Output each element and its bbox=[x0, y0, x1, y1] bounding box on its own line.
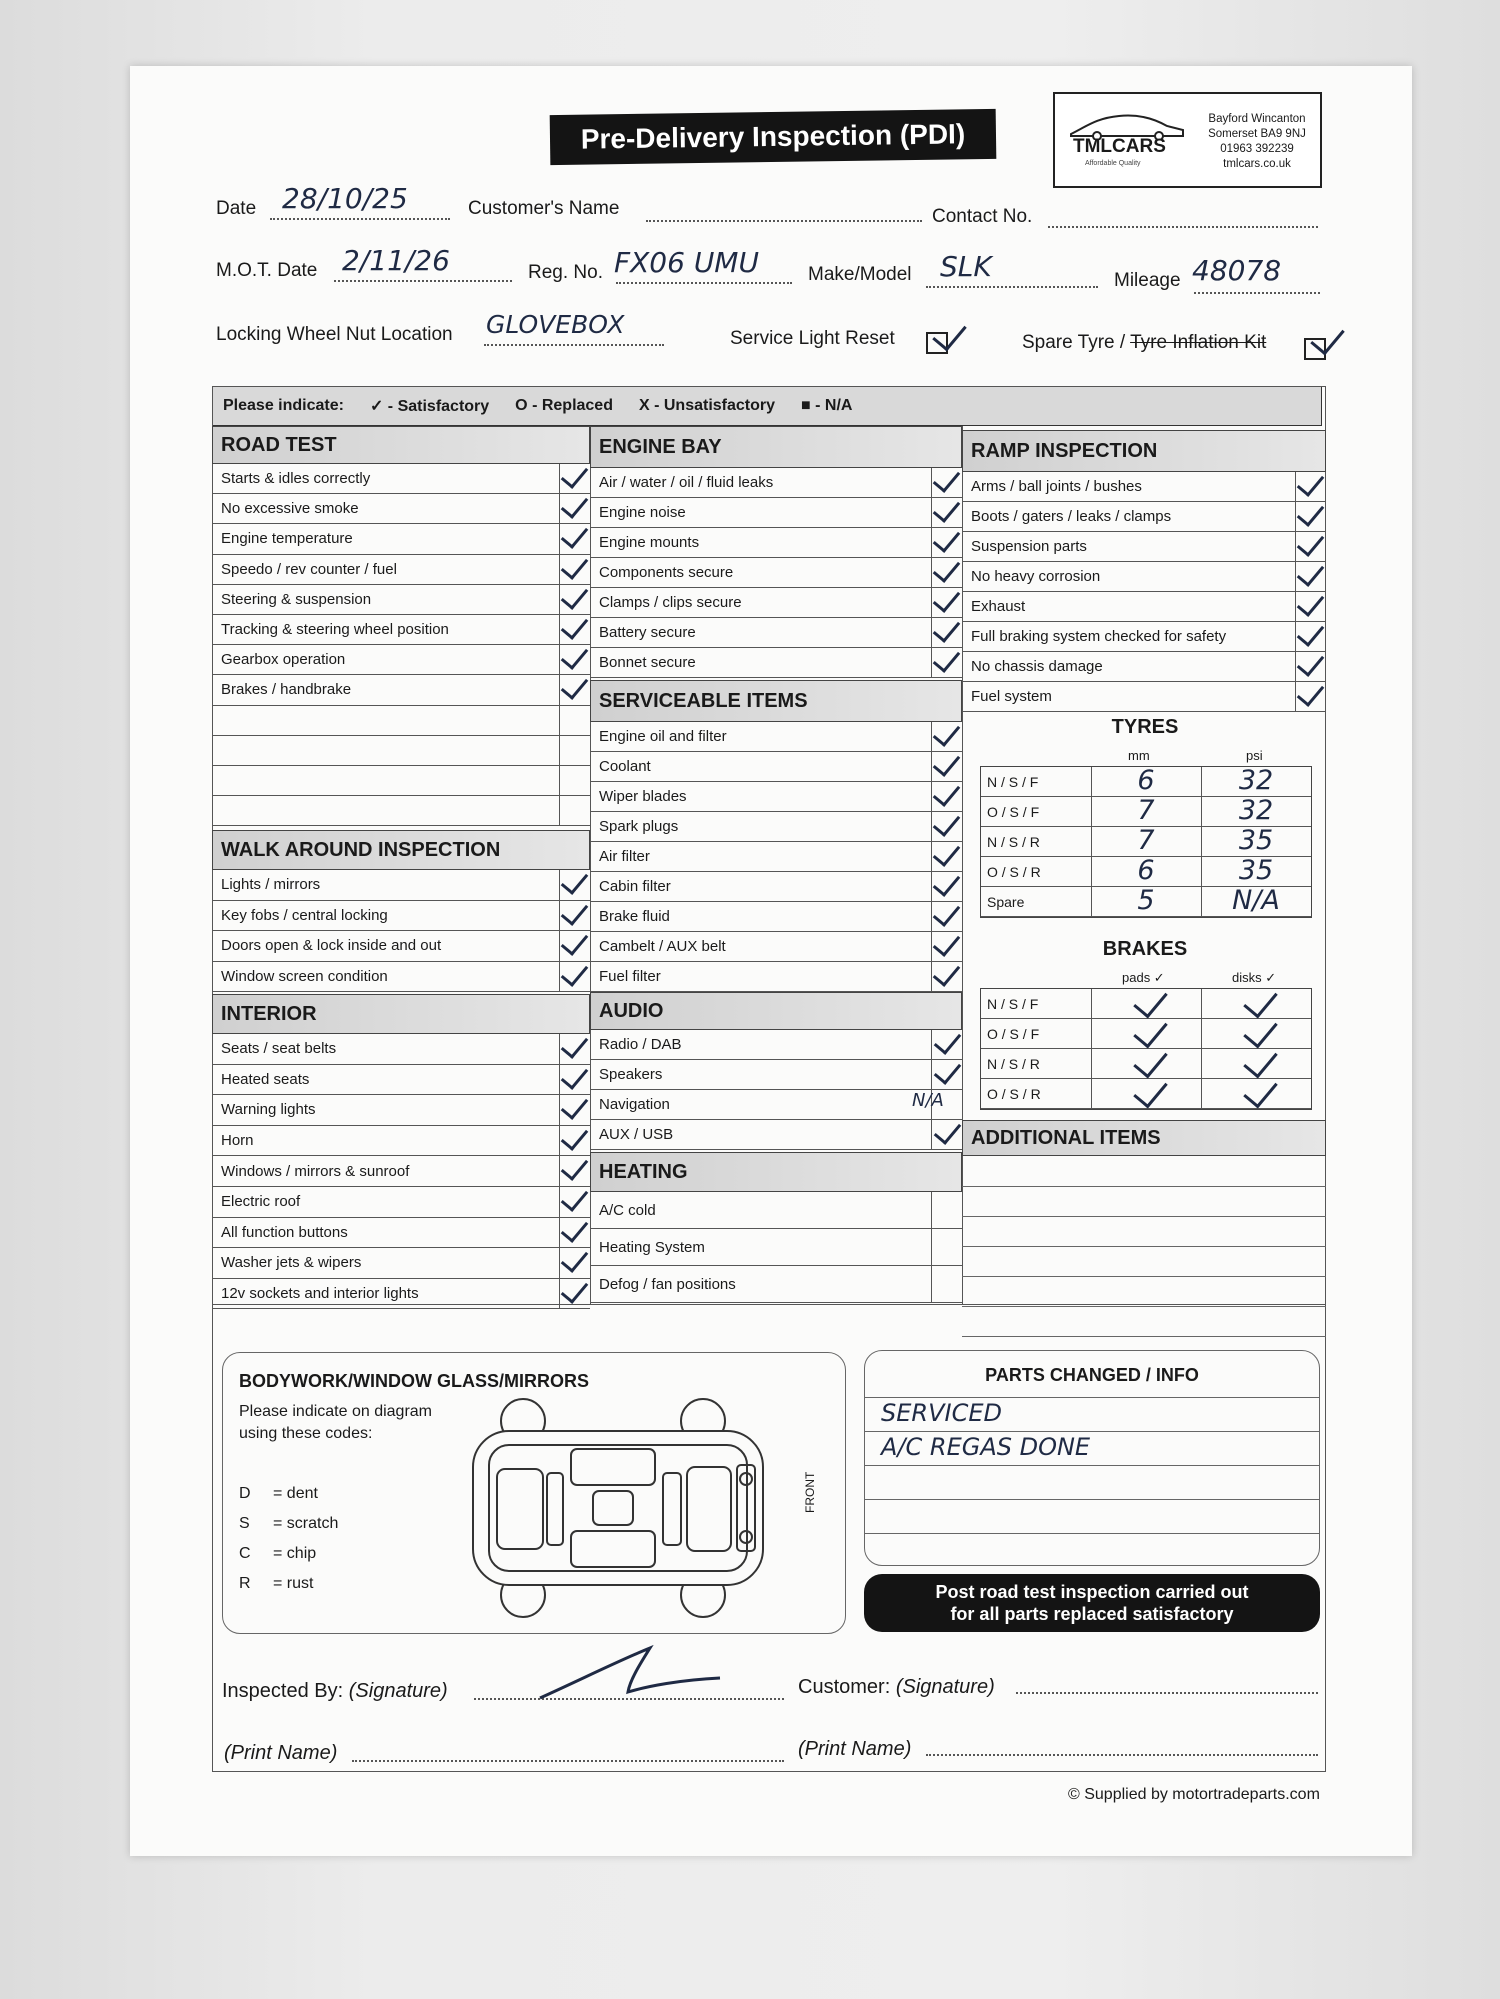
tyre-mm-value: 6 bbox=[1137, 765, 1155, 796]
road_test-row[interactable] bbox=[212, 524, 590, 554]
tyre-mm-value: 7 bbox=[1137, 825, 1155, 856]
ramp-header: RAMP INSPECTION bbox=[962, 430, 1326, 472]
road_test-empty-row[interactable] bbox=[212, 706, 590, 736]
serviceable-item-label: Cambelt / AUX belt bbox=[599, 938, 726, 955]
serviceable-row[interactable] bbox=[590, 812, 962, 842]
engine_bay-item-label: Components secure bbox=[599, 564, 734, 581]
engine_bay-item-label: Clamps / clips secure bbox=[599, 594, 742, 611]
bodywork-instruction-2: using these codes: bbox=[239, 1425, 373, 1442]
additional-item-line[interactable] bbox=[962, 1186, 1326, 1187]
mot-date-field[interactable] bbox=[334, 280, 512, 282]
damage-code-letter: C bbox=[239, 1545, 251, 1562]
tyre-row[interactable] bbox=[981, 767, 1311, 797]
engine_bay-row[interactable] bbox=[590, 618, 962, 648]
heating-row[interactable] bbox=[590, 1266, 962, 1303]
grid-bottom-line bbox=[212, 1304, 1326, 1305]
tyre-row[interactable] bbox=[981, 857, 1311, 887]
tyre-mm-value: 6 bbox=[1137, 855, 1155, 886]
brakes-disks-header: disks ✓ bbox=[1232, 970, 1277, 985]
tyre-psi-value: 35 bbox=[1238, 855, 1274, 886]
heating-row[interactable] bbox=[590, 1229, 962, 1266]
ramp-item-label: Fuel system bbox=[971, 688, 1052, 705]
additional-item-line[interactable] bbox=[962, 1216, 1326, 1217]
engine_bay-item-label: Bonnet secure bbox=[599, 654, 696, 671]
tyre-psi-value: N/A bbox=[1232, 885, 1280, 916]
ramp-item-label: Arms / ball joints / bushes bbox=[971, 478, 1142, 495]
engine_bay-row[interactable] bbox=[590, 648, 962, 678]
tyre-psi-value: 32 bbox=[1238, 765, 1274, 796]
serviceable-row[interactable] bbox=[590, 722, 962, 752]
damage-code-row bbox=[239, 1485, 318, 1503]
serviceable-row[interactable] bbox=[590, 902, 962, 932]
heating-check-cell[interactable] bbox=[931, 1266, 962, 1302]
walk_around-row[interactable] bbox=[212, 870, 590, 901]
ramp-item-label: Boots / gaters / leaks / clamps bbox=[971, 508, 1172, 525]
company-address: Bayford Wincanton Somerset BA9 9NJ 01963 392239 tmlcars.co.uk bbox=[1208, 113, 1306, 170]
tyre-mm-value: 5 bbox=[1137, 885, 1155, 916]
serviceable-item-label: Wiper blades bbox=[599, 788, 687, 805]
navigation-na-mark: N/A bbox=[912, 1090, 944, 1111]
road_test-item-label: Steering & suspension bbox=[221, 590, 372, 608]
serviceable-row[interactable] bbox=[590, 752, 962, 782]
tyre-inflation-kit-label: Tyre Inflation Kit bbox=[1130, 332, 1267, 353]
ramp-row[interactable] bbox=[962, 622, 1326, 652]
tyre-position: Spare bbox=[987, 893, 1025, 910]
tyre-position: N / S / R bbox=[987, 833, 1040, 850]
company-logo bbox=[1053, 92, 1322, 188]
date-field[interactable] bbox=[270, 218, 450, 220]
spare-tyre-label: Spare Tyre / Tyre Inflation Kit bbox=[1022, 332, 1267, 353]
damage-code-meaning: = chip bbox=[273, 1545, 317, 1562]
engine_bay-row[interactable] bbox=[590, 528, 962, 558]
audio-item-label: AUX / USB bbox=[599, 1126, 674, 1143]
brake-position: N / S / F bbox=[987, 995, 1039, 1012]
heating-item-label: Defog / fan positions bbox=[599, 1275, 736, 1293]
bodywork-title: BODYWORK/WINDOW GLASS/MIRRORS bbox=[239, 1371, 589, 1391]
service-light-label: Service Light Reset bbox=[730, 328, 895, 349]
mot-date-label: M.O.T. Date bbox=[216, 260, 318, 281]
car-silhouette-icon bbox=[1067, 104, 1187, 140]
tyre-position: O / S / F bbox=[987, 803, 1040, 820]
legend-bar: Please indicate: ✓ - Satisfactory O - Replaced X - Unsatisfactory ■ - N/A bbox=[212, 386, 1322, 426]
road_test-empty-row[interactable] bbox=[212, 796, 590, 826]
serviceable-row[interactable] bbox=[590, 872, 962, 902]
tick-icon bbox=[1133, 983, 1167, 1019]
road_test-check-cell[interactable] bbox=[559, 766, 590, 795]
road_test-row[interactable] bbox=[212, 464, 590, 494]
ramp-item-label: Exhaust bbox=[971, 598, 1026, 615]
road_test-empty-row[interactable] bbox=[212, 766, 590, 796]
inspector-signature bbox=[530, 1640, 750, 1710]
road_test-header: ROAD TEST bbox=[212, 426, 590, 464]
damage-code-row bbox=[239, 1515, 338, 1533]
additional-item-line[interactable] bbox=[962, 1336, 1326, 1337]
customer-signature-field[interactable] bbox=[1016, 1692, 1318, 1694]
interior-row[interactable] bbox=[212, 1126, 590, 1157]
damage-code-letter: S bbox=[239, 1515, 250, 1532]
supplied-by-footer: © Supplied by motortradeparts.com bbox=[1068, 1786, 1320, 1803]
audio-item-label: Radio / DAB bbox=[599, 1036, 682, 1053]
heating-header: HEATING bbox=[590, 1152, 962, 1192]
serviceable-item-label: Brake fluid bbox=[599, 908, 670, 925]
logo-brand: TMLCARS bbox=[1073, 136, 1166, 157]
road_test-item-label: Tracking & steering wheel position bbox=[221, 621, 449, 639]
additional-item-line[interactable] bbox=[962, 1306, 1326, 1307]
brakes-pads-header: pads ✓ bbox=[1122, 970, 1165, 985]
bodywork-panel bbox=[222, 1352, 846, 1634]
heating-item-label: A/C cold bbox=[599, 1201, 656, 1219]
road_test-empty-row[interactable] bbox=[212, 736, 590, 766]
interior-row[interactable] bbox=[212, 1187, 590, 1218]
audio-row[interactable] bbox=[590, 1120, 962, 1150]
brakes-table bbox=[980, 988, 1312, 1110]
brake-position: N / S / R bbox=[987, 1055, 1040, 1072]
serviceable-item-label: Spark plugs bbox=[599, 818, 679, 835]
road_test-item-label: Starts & idles correctly bbox=[221, 470, 371, 488]
logo-tagline: Affordable Quality bbox=[1085, 160, 1141, 167]
damage-code-meaning: = rust bbox=[273, 1575, 314, 1592]
walk_around-item-label: Doors open & lock inside and out bbox=[221, 937, 442, 955]
damage-code-meaning: = dent bbox=[273, 1485, 318, 1502]
engine_bay-item-label: Engine mounts bbox=[599, 534, 700, 551]
serviceable-row[interactable] bbox=[590, 782, 962, 812]
walk_around-row[interactable] bbox=[212, 901, 590, 932]
interior-row[interactable] bbox=[212, 1095, 590, 1126]
walk_around-item-label: Key fobs / central locking bbox=[221, 906, 388, 924]
brakes-title: BRAKES bbox=[1102, 938, 1188, 960]
tick-icon bbox=[1243, 983, 1277, 1019]
brake-position: O / S / F bbox=[987, 1025, 1040, 1042]
heating-item-label: Heating System bbox=[599, 1238, 705, 1256]
serviceable-header: SERVICEABLE ITEMS bbox=[590, 680, 962, 722]
customer-signature-label: Customer: (Signature) bbox=[798, 1676, 995, 1698]
ramp-row[interactable] bbox=[962, 502, 1326, 532]
serviceable-item-label: Coolant bbox=[599, 758, 651, 775]
walk_around-header: WALK AROUND INSPECTION bbox=[212, 830, 590, 870]
interior-header: INTERIOR bbox=[212, 994, 590, 1034]
engine_bay-item-label: Air / water / oil / fluid leaks bbox=[599, 474, 774, 491]
ramp-item-label: Suspension parts bbox=[971, 538, 1087, 555]
date-label: Date bbox=[216, 198, 257, 219]
serviceable-item-label: Air filter bbox=[599, 848, 650, 865]
audio-row[interactable] bbox=[590, 1030, 962, 1060]
reg-no-field[interactable] bbox=[616, 282, 792, 284]
mileage-value: 48078 bbox=[1192, 254, 1282, 287]
heating-check-cell[interactable] bbox=[931, 1192, 962, 1228]
reg-no-value: FX06 UMU bbox=[614, 246, 759, 279]
tyre-row[interactable] bbox=[981, 797, 1311, 827]
additional-items-header: ADDITIONAL ITEMS bbox=[962, 1120, 1326, 1156]
tyres-table bbox=[980, 766, 1312, 918]
engine_bay-item-label: Engine noise bbox=[599, 504, 686, 521]
damage-code-row bbox=[239, 1575, 313, 1593]
road_test-check-cell[interactable] bbox=[559, 736, 590, 765]
page-title: Pre-Delivery Inspection (PDI) bbox=[550, 109, 997, 165]
interior-row[interactable] bbox=[212, 1034, 590, 1065]
audio-row[interactable] bbox=[590, 1090, 962, 1120]
audio-header: AUDIO bbox=[590, 992, 962, 1030]
tyre-position: O / S / R bbox=[987, 863, 1041, 880]
customer-name-label: Customer's Name bbox=[468, 198, 620, 219]
interior-row[interactable] bbox=[212, 1156, 590, 1187]
interior-item-label: Washer jets & wipers bbox=[221, 1254, 362, 1272]
reg-no-label: Reg. No. bbox=[528, 262, 603, 283]
road_test-row[interactable] bbox=[212, 555, 590, 585]
serviceable-item-label: Cabin filter bbox=[599, 878, 671, 895]
inspector-print-name-field[interactable] bbox=[352, 1760, 784, 1762]
front-label: FRONT bbox=[803, 1471, 817, 1513]
engine_bay-row[interactable] bbox=[590, 468, 962, 498]
ramp-row[interactable] bbox=[962, 592, 1326, 622]
make-model-label: Make/Model bbox=[808, 264, 912, 285]
interior-item-label: Heated seats bbox=[221, 1070, 310, 1088]
engine_bay-header: ENGINE BAY bbox=[590, 426, 962, 468]
tyre-psi-value: 32 bbox=[1238, 795, 1274, 826]
inspected-by-label: Inspected By: (Signature) bbox=[222, 1680, 448, 1702]
locking-wheel-nut-value: GLOVEBOX bbox=[486, 310, 625, 339]
serviceable-item-label: Engine oil and filter bbox=[599, 728, 727, 745]
walk_around-item-label: Lights / mirrors bbox=[221, 876, 321, 894]
bodywork-instruction-1: Please indicate on diagram bbox=[239, 1403, 433, 1420]
interior-item-label: Warning lights bbox=[221, 1101, 316, 1119]
walk_around-item-label: Window screen condition bbox=[221, 967, 388, 985]
brake-row[interactable] bbox=[981, 1079, 1311, 1109]
interior-item-label: Horn bbox=[221, 1132, 254, 1150]
additional-item-line[interactable] bbox=[962, 1276, 1326, 1277]
parts-line-2: A/C REGAS DONE bbox=[881, 1433, 1091, 1461]
parts-changed-title: PARTS CHANGED / INFO bbox=[985, 1365, 1199, 1385]
tyre-position: N / S / F bbox=[987, 773, 1039, 790]
damage-code-letter: D bbox=[239, 1485, 251, 1502]
road_test-row[interactable] bbox=[212, 645, 590, 675]
heating-row[interactable] bbox=[590, 1192, 962, 1229]
road_test-row[interactable] bbox=[212, 494, 590, 524]
road_test-item-label: Brakes / handbrake bbox=[221, 681, 352, 699]
date-value: 28/10/25 bbox=[282, 182, 408, 215]
ramp-item-label: Full braking system checked for safety bbox=[971, 628, 1227, 645]
ramp-row[interactable] bbox=[962, 562, 1326, 592]
ramp-item-label: No chassis damage bbox=[971, 658, 1103, 675]
road_test-check-cell[interactable] bbox=[559, 796, 590, 825]
heating-check-cell[interactable] bbox=[931, 1229, 962, 1265]
road_test-item-label: Engine temperature bbox=[221, 530, 353, 548]
interior-item-label: 12v sockets and interior lights bbox=[221, 1285, 419, 1303]
mileage-field[interactable] bbox=[1194, 292, 1320, 294]
road_test-item-label: Speedo / rev counter / fuel bbox=[221, 560, 397, 578]
make-model-value: SLK bbox=[940, 250, 992, 283]
inspector-print-name-label: (Print Name) bbox=[224, 1742, 338, 1764]
serviceable-row[interactable] bbox=[590, 842, 962, 872]
parts-line-1: SERVICED bbox=[881, 1399, 1002, 1427]
interior-row[interactable] bbox=[212, 1218, 590, 1249]
customer-print-name-field[interactable] bbox=[926, 1754, 1318, 1756]
ramp-row[interactable] bbox=[962, 532, 1326, 562]
tyres-psi-header: psi bbox=[1246, 748, 1263, 763]
audio-item-label: Navigation bbox=[599, 1096, 670, 1113]
serviceable-row[interactable] bbox=[590, 932, 962, 962]
interior-item-label: Seats / seat belts bbox=[221, 1040, 337, 1058]
interior-item-label: Windows / mirrors & sunroof bbox=[221, 1162, 410, 1180]
road_test-row[interactable] bbox=[212, 615, 590, 645]
customer-print-name-label: (Print Name) bbox=[798, 1738, 912, 1760]
ramp-item-label: No heavy corrosion bbox=[971, 568, 1101, 585]
engine_bay-row[interactable] bbox=[590, 498, 962, 528]
mileage-label: Mileage bbox=[1114, 270, 1181, 291]
road_test-item-label: No excessive smoke bbox=[221, 500, 359, 518]
serviceable-item-label: Fuel filter bbox=[599, 968, 661, 985]
damage-code-letter: R bbox=[239, 1575, 251, 1592]
locking-wheel-nut-label: Locking Wheel Nut Location bbox=[216, 324, 453, 345]
tyres-title: TYRES bbox=[1111, 716, 1179, 738]
additional-item-line[interactable] bbox=[962, 1246, 1326, 1247]
road_test-check-cell[interactable] bbox=[559, 706, 590, 735]
tyre-row[interactable] bbox=[981, 887, 1311, 917]
tyre-mm-value: 7 bbox=[1137, 795, 1155, 826]
road_test-item-label: Gearbox operation bbox=[221, 651, 346, 669]
serviceable-row[interactable] bbox=[590, 962, 962, 992]
mot-date-value: 2/11/26 bbox=[342, 244, 450, 277]
interior-row[interactable] bbox=[212, 1248, 590, 1279]
contact-label: Contact No. bbox=[932, 206, 1033, 227]
damage-code-meaning: = scratch bbox=[273, 1515, 339, 1532]
damage-code-row bbox=[239, 1545, 316, 1563]
interior-item-label: Electric roof bbox=[221, 1193, 301, 1211]
post-road-test-banner: Post road test inspection carried out for all parts replaced satisfactory bbox=[864, 1574, 1320, 1632]
car-diagram-icon[interactable] bbox=[453, 1393, 783, 1623]
brake-position: O / S / R bbox=[987, 1085, 1041, 1102]
contact-field[interactable] bbox=[1048, 226, 1318, 228]
road_test-row[interactable] bbox=[212, 675, 590, 705]
audio-row[interactable] bbox=[590, 1060, 962, 1090]
tyre-psi-value: 35 bbox=[1238, 825, 1274, 856]
parts-changed-panel bbox=[864, 1350, 1320, 1566]
walk_around-row[interactable] bbox=[212, 962, 590, 993]
interior-item-label: All function buttons bbox=[221, 1223, 348, 1241]
road_test-row[interactable] bbox=[212, 585, 590, 615]
walk_around-row[interactable] bbox=[212, 931, 590, 962]
tyre-row[interactable] bbox=[981, 827, 1311, 857]
ramp-row[interactable] bbox=[962, 652, 1326, 682]
customer-name-field[interactable] bbox=[646, 220, 922, 222]
engine_bay-row[interactable] bbox=[590, 588, 962, 618]
make-model-field[interactable] bbox=[926, 286, 1098, 288]
engine_bay-item-label: Battery secure bbox=[599, 624, 696, 641]
ramp-row[interactable] bbox=[962, 472, 1326, 502]
audio-item-label: Speakers bbox=[599, 1066, 663, 1083]
ramp-row[interactable] bbox=[962, 682, 1326, 712]
tyres-mm-header: mm bbox=[1128, 748, 1150, 763]
engine_bay-row[interactable] bbox=[590, 558, 962, 588]
locking-wheel-nut-field[interactable] bbox=[484, 344, 664, 346]
interior-row[interactable] bbox=[212, 1065, 590, 1096]
